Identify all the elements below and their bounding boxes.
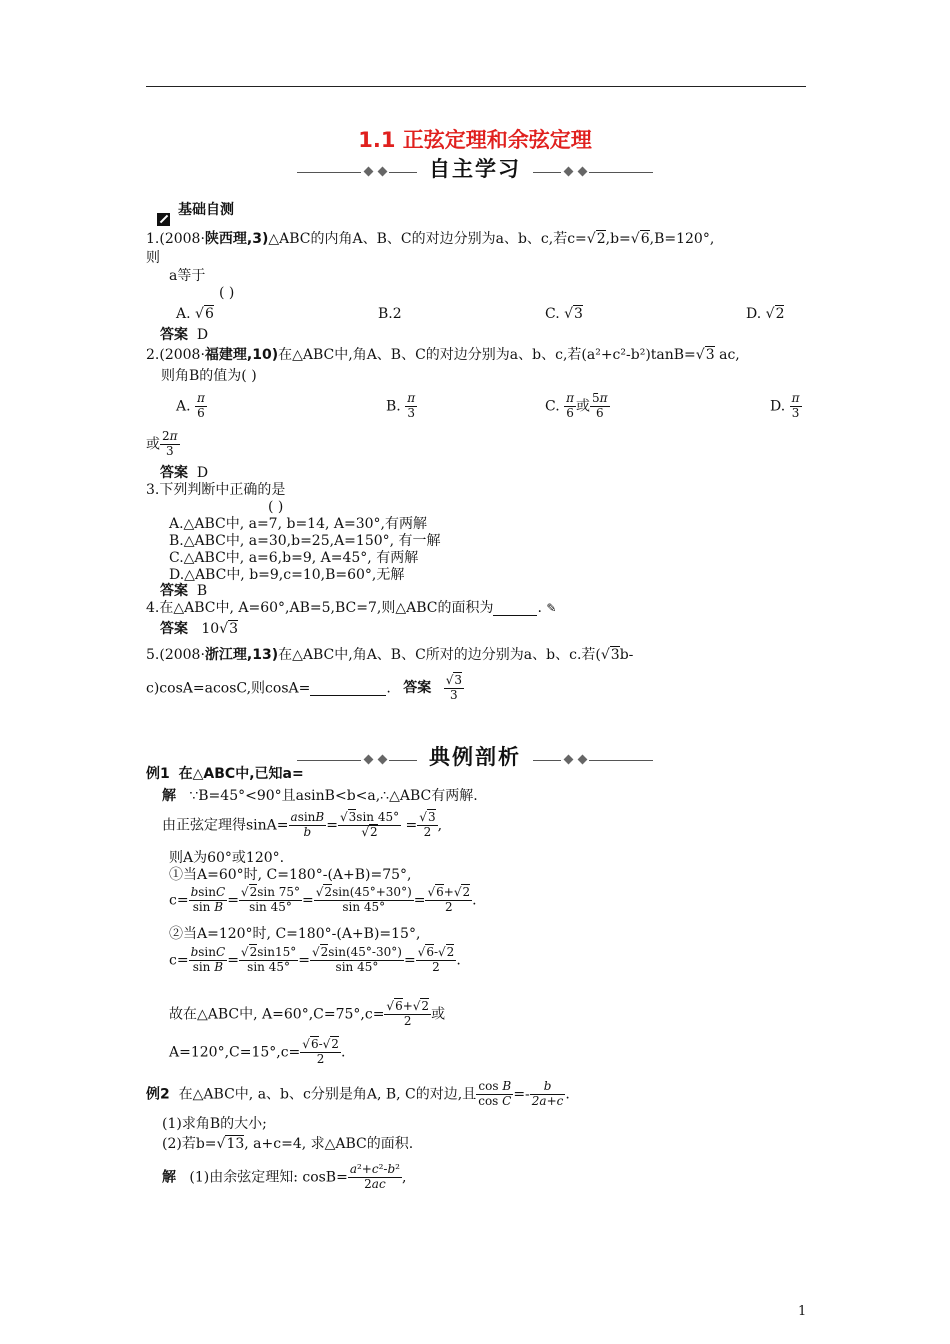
page-number: 1 — [798, 1304, 807, 1319]
subheading: 基础自测 — [178, 202, 234, 218]
section-title: 典例剖析 — [429, 745, 521, 769]
q4-answer: 答案 10√3 — [160, 621, 239, 637]
q1-answer: 答案 D — [160, 327, 209, 343]
ex2-solution: 解 (1)由余弦定理知: cosB= $\frac{\text{a²+c²-b²}}{2ac}$ , — [162, 1162, 407, 1191]
ex1-sol-l3: 则A为60°或120°. — [169, 850, 285, 866]
ornament-left-icon — [297, 754, 417, 766]
q3-option-d: D.△ABC中, b=9,c=10,B=60°,无解 — [169, 567, 405, 583]
ornament-right-icon — [533, 166, 653, 178]
q5-line2: c)cosA=acosC,则cosA= . 答案 $\frac{√3}{3}$ — [146, 673, 463, 702]
q2-option-d-cont: 或 $\frac{2\pi}{3}$ — [146, 429, 178, 458]
q1-line1: 1.(2008·陕西理,3)△ABC的内角A、B、C的对边分别为a、b、c,若c=√2,b=√6,B=120°, — [146, 231, 715, 247]
ex1-sol-l5: c= $\frac{bsinC}{\text{sin B}}$ = $\frac{√2\sin 75^\circ}{\sin 45^\circ}$ = $\frac{√2\sin(45^\circ+30^\circ)}{\sin 45^\circ}$ = $\frac{√6+√2}{2}$ . — [169, 885, 477, 914]
q2-answer: 答案 D — [160, 465, 209, 481]
ex2-part2: (2)若b=√13, a+c=4, 求△ABC的面积. — [162, 1136, 414, 1152]
q1-paren: ( ) — [219, 285, 235, 301]
q2-line1: 2.(2008·福建理,10)在△ABC中,角A、B、C的对边分别为a、b、c,若(a²+c²-b²)tanB=√3 ac, — [146, 347, 740, 363]
ex1-sol-l9: A=120°,C=15°,c= $\frac{√6-√2}{2}$ . — [169, 1037, 346, 1066]
ex1-sol-l7: c= $\frac{bsinC}{\text{sin B}}$ = $\frac{√2\sin 15^\circ}{\sin 45^\circ}$ = $\frac{√2\sin(45^\circ-30^\circ)}{\sin 45^\circ}$ = $\frac{√6-√2}{2}$ . — [169, 945, 461, 974]
ex1-sol-l2: 由正弦定理得sinA= $\frac{asinB}{b}$ = $\frac{√3\sin 45^\circ}{√2}$ = $\frac{√3}{2}$ , — [162, 810, 443, 839]
q4-line1: 4.在△ABC中, A=60°,AB=5,BC=7,则△ABC的面积为 . ✎ — [146, 600, 557, 616]
q1-option-c: C. √3 — [545, 306, 583, 322]
section-header-self-study — [0, 153, 950, 183]
q3-option-b: B.△ABC中, a=30,b=25,A=150°, 有一解 — [169, 533, 441, 549]
ex1-sol-l1: 解 ∵B=45°<90°且asinB<b<a,∴△ABC有两解. — [162, 788, 478, 804]
pencil-icon — [157, 213, 170, 226]
q5-line1: 5.(2008·浙江理,13)在△ABC中,角A、B、C所对的边分别为a、b、c.若(√3b- — [146, 647, 634, 663]
q3-answer: 答案 B — [160, 583, 208, 599]
header-rule — [146, 86, 806, 87]
ex1-sol-l8: 故在△ABC中, A=60°,C=75°,c= $\frac{√6+√2}{2}$ 或 — [169, 999, 446, 1028]
ex2-statement: 例2 在△ABC中, a、b、c分别是角A, B, C的对边,且 $\frac{\text{cos B}}{\text{cos C}}$ =- $\frac{b}{2a+c}$ . — [146, 1079, 570, 1108]
q2-option-b: B. $\frac{\pi}{3}$ — [386, 391, 416, 420]
q1-line2: 则 — [146, 250, 160, 266]
ornament-right-icon — [533, 754, 653, 766]
q2-option-d: D. $\frac{\pi}{3}$ — [770, 391, 800, 420]
q1-option-b: B.2 — [378, 306, 402, 322]
ex1-sol-l4: ①当A=60°时, C=180°-(A+B)=75°, — [169, 867, 412, 883]
section-title: 自主学习 — [429, 157, 521, 181]
ex2-part1: (1)求角B的大小; — [162, 1116, 267, 1132]
q1-option-a: A. √6 — [176, 306, 214, 322]
q2-option-c: C. $\frac{\pi}{6}$ 或 $\frac{5\pi}{6}$ — [545, 391, 608, 420]
section-header-examples — [0, 741, 950, 771]
q3-line1: 3.下列判断中正确的是 — [146, 482, 286, 498]
ex1-sol-l6: ②当A=120°时, C=180°-(A+B)=15°, — [169, 926, 421, 942]
q3-paren: ( ) — [268, 499, 284, 515]
q2-option-a: A. $\frac{\pi}{6}$ — [176, 391, 205, 420]
ornament-left-icon — [297, 166, 417, 178]
q3-option-c: C.△ABC中, a=6,b=9, A=45°, 有两解 — [169, 550, 419, 566]
q2-line2: 则角B的值为( ) — [161, 368, 257, 384]
page-title: 1.1 正弦定理和余弦定理 — [358, 128, 592, 152]
q1-line3: a等于 — [169, 268, 206, 284]
ex1-statement: 例1 在△ABC中,已知a= — [146, 766, 304, 782]
scribble-icon: ✎ — [546, 601, 557, 615]
q1-option-d: D. √2 — [746, 306, 785, 322]
q3-option-a: A.△ABC中, a=7, b=14, A=30°,有两解 — [169, 516, 427, 532]
